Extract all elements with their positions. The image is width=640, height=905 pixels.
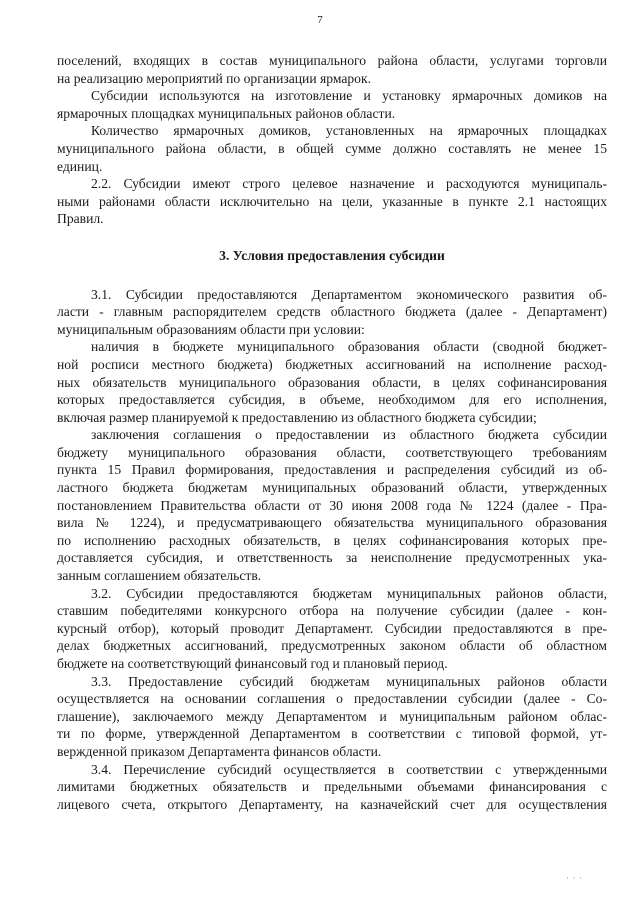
text-line: ставшим победителями конкурсного отбора на получение субсидии (далее - кон- (57, 603, 607, 619)
text-line: постановлением Правительства области от 30 июня 2008 года № 1224 (далее - Пра- (57, 497, 607, 513)
text-line: делах бюджетных ассигнований, предусмотренных законом области об областном (57, 638, 607, 654)
section-heading: 3. Условия предоставления субсидии (219, 247, 445, 263)
text-line: ярмарочных площадках муниципальных районов области. (57, 105, 396, 121)
text-line: на реализацию мероприятий по организации ярмарок. (57, 70, 371, 86)
text-line: курсный отбор), который проводит Департамент. Субсидии предоставляются в пре- (57, 620, 607, 636)
text-line: муниципальным образованиям области при условии: (57, 321, 365, 337)
text-line: поселений, входящих в состав муниципального района области, услугами торговли (57, 53, 607, 68)
text-line: 3.1. Субсидии предоставляются Департаментом экономического развития об- (91, 286, 607, 302)
text-line: ласти - главным распорядителем средств областного бюджета (далее - Департамент) (57, 304, 607, 320)
text-line: 3.4. Перечисление субсидий осуществляется в соответствии с утвержденными (91, 761, 607, 777)
document-body (57, 52, 607, 813)
text-line: единиц. (57, 158, 103, 174)
text-line: занным соглашением обязательств. (57, 568, 262, 584)
text-line: ной росписи местного бюджета) бюджетных ассигнований на исполнение расход- (57, 356, 607, 372)
text-line: бюджету муниципального образования области, соответствующего требованиям (57, 444, 607, 460)
footer-mark: · · · (566, 874, 583, 883)
text-line: Субсидии используются на изготовление и установку ярмарочных домиков на (91, 88, 607, 104)
text-line: ными районами области исключительно на цели, указанные в пункте 2.1 настоящих (57, 193, 607, 209)
page-number: 7 (317, 14, 323, 26)
text-line: вержденной приказом Департамента финансов области. (57, 743, 382, 759)
text-line: Правил. (57, 211, 104, 227)
text-line: включая размер планируемой к предоставлению из областного бюджета субсидии; (57, 409, 537, 425)
text-line: лимитами бюджетных обязательств и предельными объемами финансирования с (57, 779, 607, 795)
text-line: которых предоставляется субсидия, в объеме, необходимом для его исполнения, (57, 392, 607, 408)
text-line: 2.2. Субсидии имеют строго целевое назначение и расходуются муниципаль- (91, 176, 607, 192)
text-line: пункта 15 Правил формирования, предоставления и распределения субсидий из об- (57, 462, 607, 478)
text-line: наличия в бюджете муниципального образования области (сводной бюджет- (91, 339, 607, 355)
text-line: ных обязательств муниципального образования области, в целях софинансирования (57, 374, 607, 390)
text-line: доставляется субсидия, и ответственность за неисполнение предусмотренных ука- (57, 550, 607, 566)
text-line: 3.3. Предоставление субсидий бюджетам муниципальных районов области (91, 673, 607, 689)
text-line: осуществляется на основании соглашения о предоставлении субсидии (далее - Со- (57, 691, 607, 707)
text-line: ластного бюджета бюджетам муниципальных образований области, утвержденных (57, 480, 607, 496)
text-line: глашение), заключаемого между Департаментом и муниципальным районом облас- (57, 708, 607, 724)
text-line: 3.2. Субсидии предоставляются бюджетам муниципальных районов области, (91, 585, 607, 601)
text-line: ти по форме, утвержденной Департаментом в соответствии с типовой формой, ут- (57, 726, 607, 742)
text-line: вила № 1224), и предусматривающего обязательства муниципального образования (57, 515, 607, 531)
text-line: бюджете на соответствующий финансовый год и плановый период. (57, 656, 448, 671)
text-line: заключения соглашения о предоставлении из областного бюджета субсидии (91, 427, 607, 443)
text-line: Количество ярмарочных домиков, установленных на ярмарочных площадках (91, 123, 607, 139)
text-line: по исполнению расходных обязательств, в целях софинансирования которых пре- (57, 532, 607, 548)
text-line: лицевого счета, открытого Департаменту, на казначейский счет для осуществления (57, 796, 607, 812)
text-line: муниципального района области, в общей сумме должно составлять не менее 15 (57, 140, 607, 156)
